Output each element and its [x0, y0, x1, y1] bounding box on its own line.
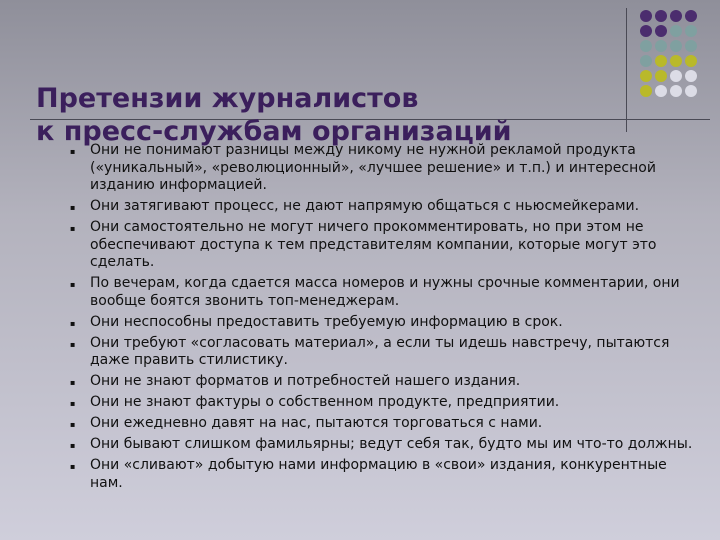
list-item-text: Они «сливают» добытую нами информацию в «свои» издания, конкурентные нам. [90, 457, 667, 491]
bullet-icon: ▪ [70, 420, 76, 429]
title-line-2: к пресс-службам организаций [36, 116, 512, 147]
decorative-dot [670, 40, 682, 52]
list-item [70, 335, 700, 370]
list-item [70, 373, 700, 391]
list-item [70, 394, 700, 412]
bullet-icon: ▪ [70, 280, 76, 289]
decorative-dot [655, 25, 667, 37]
list-item [70, 457, 700, 492]
bullet-icon: ▪ [70, 224, 76, 233]
decorative-dot [655, 40, 667, 52]
decorative-dot [655, 10, 667, 22]
list-item-text: Они ежедневно давят на нас, пытаются торговаться с нами. [90, 415, 543, 431]
list-item-text: Они не понимают разницы между никому не нужной рекламой продукта («уникальный», «революционный», «лучшее решение» и т.п.) и интересной изданию информацией. [90, 142, 656, 193]
decorative-dot [670, 25, 682, 37]
bullet-icon: ▪ [70, 378, 76, 387]
decorative-dot [685, 25, 697, 37]
list-item [70, 198, 700, 216]
decorative-dot [640, 10, 652, 22]
list-item [70, 314, 700, 332]
list-item-text: Они не знают фактуры о собственном продукте, предприятии. [90, 394, 560, 410]
list-item [70, 415, 700, 433]
decorative-dot [655, 70, 667, 82]
list-item-text: Они неспособны предоставить требуемую информацию в срок. [90, 313, 563, 330]
list-item [70, 275, 700, 310]
list-item-text: Они затягивают процесс, не дают напрямую общаться с ньюсмейкерами. [90, 198, 640, 214]
bullet-icon: ▪ [70, 147, 76, 156]
slide-title [36, 82, 676, 148]
bullet-icon: ▪ [70, 203, 76, 212]
list-item-text: Они бывают слишком фамильярны; ведут себя так, будто мы им что-то должны. [90, 436, 693, 452]
bullet-icon: ▪ [70, 441, 76, 450]
decorative-dot [685, 10, 697, 22]
decorative-dot [670, 70, 682, 82]
decorative-dot [640, 70, 652, 82]
bullet-list [70, 142, 700, 496]
list-item [70, 219, 700, 272]
decorative-dot [640, 40, 652, 52]
list-item-text: По вечерам, когда сдается масса номеров и нужны срочные комментарии, они вообще боятся звонить топ-менеджерам. [90, 275, 680, 309]
decorative-dot [640, 25, 652, 37]
list-item-text: Они не знают форматов и потребностей нашего издания. [90, 373, 521, 389]
list-item [70, 436, 700, 454]
decorative-dot [685, 85, 697, 97]
list-item [70, 142, 700, 195]
bullet-icon: ▪ [70, 318, 76, 328]
list-item-text: Они требуют «согласовать материал», а если ты идешь навстречу, пытаются даже править стилистику. [90, 334, 670, 368]
decorative-dot [655, 55, 667, 67]
bullet-icon: ▪ [70, 462, 76, 471]
decorative-dot [685, 40, 697, 52]
list-item-text: Они самостоятельно не могут ничего прокомментировать, но при этом не обеспечивают доступа к тем представителям компании, которые могут это сделать. [90, 219, 657, 270]
decorative-dot [640, 55, 652, 67]
title-line-1: Претензии журналистов [36, 83, 419, 114]
bullet-icon: ▪ [70, 399, 76, 408]
decorative-dot [685, 55, 697, 67]
bullet-icon: ▪ [70, 339, 76, 349]
decorative-dot [685, 70, 697, 82]
decorative-dot [670, 10, 682, 22]
decorative-dot [670, 55, 682, 67]
